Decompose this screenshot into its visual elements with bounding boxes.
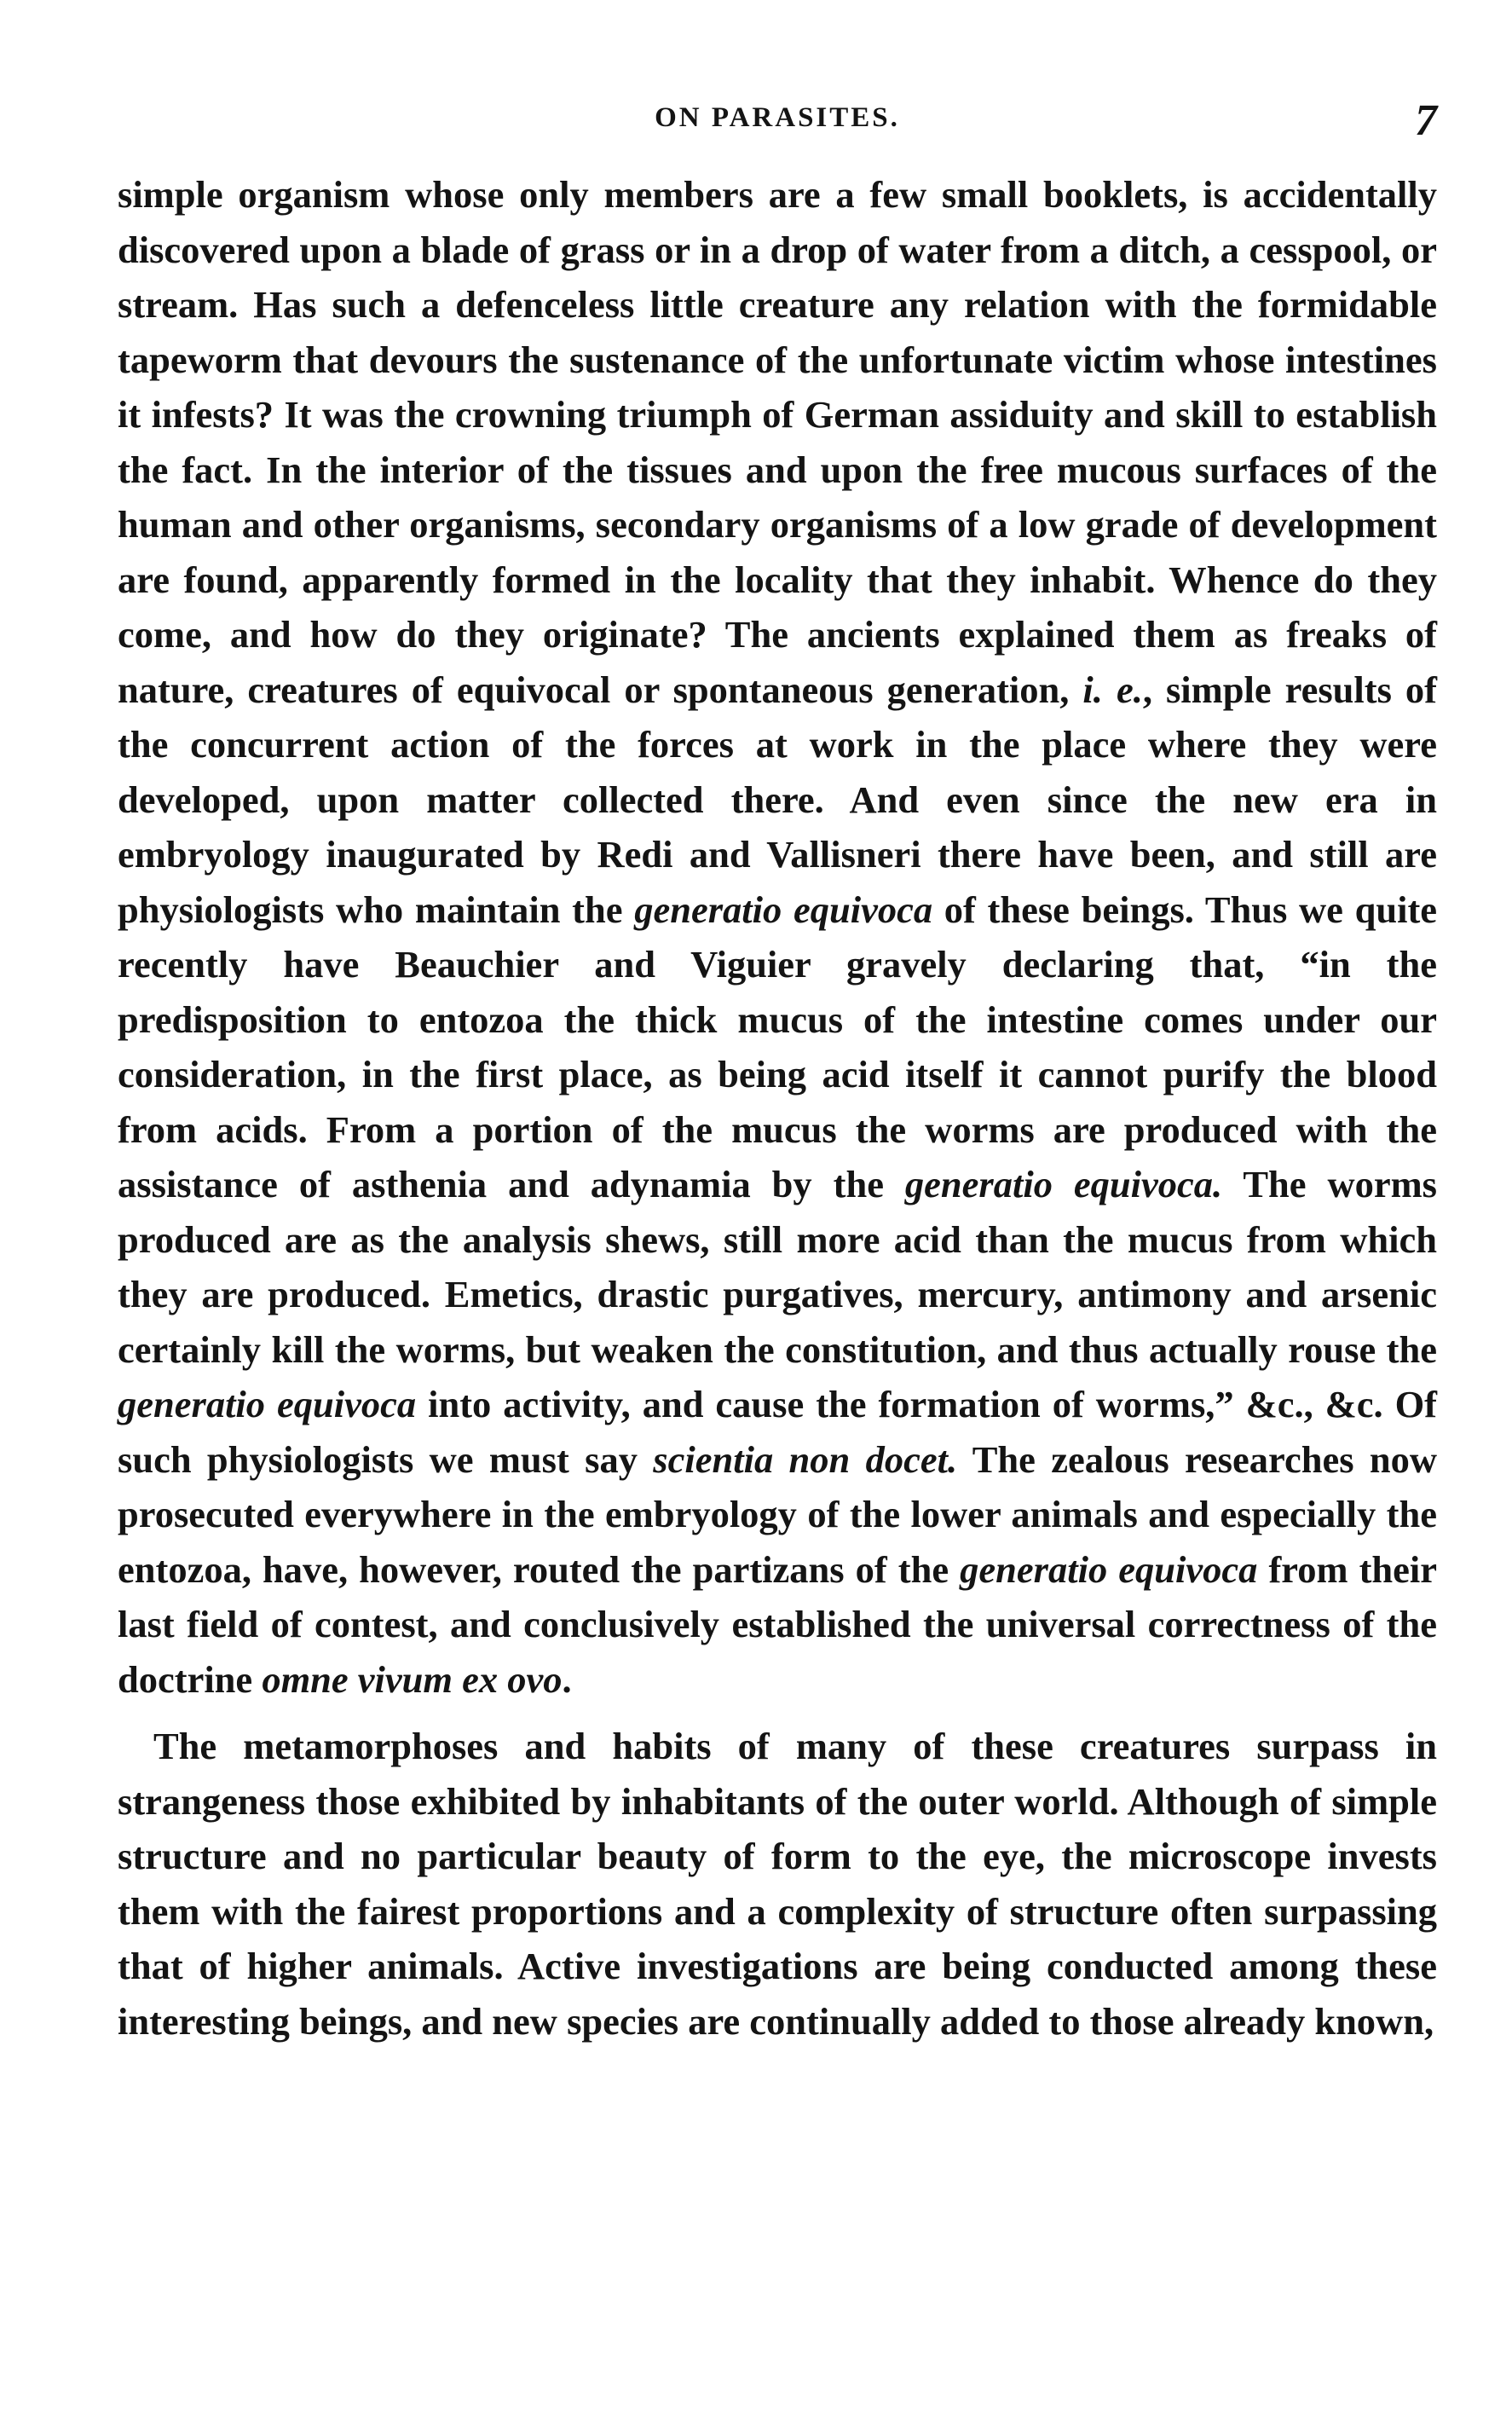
italic-omne-vivum-ex-ovo: omne vivum ex ovo (262, 1657, 563, 1701)
italic-generatio-equivoca: generatio equivoca (634, 887, 933, 931)
italic-generatio-equivoca: generatio equivoca (960, 1547, 1258, 1591)
paragraph-1 (118, 167, 1437, 1707)
italic-ie: i. e. (1082, 668, 1143, 711)
body-text (118, 167, 1437, 2049)
running-head: ON PARASITES. (655, 102, 900, 133)
text-segment: from their last field of contest, and conclusively established the universal correctness of the doctrine (118, 1547, 1438, 1701)
page-number: 7 (1415, 96, 1437, 145)
italic-generatio-equivoca: generatio equivoca. (904, 1163, 1223, 1205)
text-segment: into activity, and cause the formation of worms,” &c., &c. Of such physiologists we must say (118, 1383, 1438, 1481)
text-segment: simple organism whose only members are a few small booklets, is accidentally discovered upon a blade of grass or in a drop of water from a ditch, a cesspool, or stream. Has such a defenceless little creature any relation with the formidable tapeworm that devours the sustenance of the unfortunate victim whose intestines it infests? It was the crowning triumph of German assiduity and skill to establish the fact. In the interior of the tissues and upon the free mucous surfaces of the human and other organisms, secondary organisms of a low grade of development are found, apparently formed in the locality that they inhabit. Whence do they come, and how do they originate? The ancients explained them as freaks of nature, creatures of equivocal or spontaneous generation, (118, 173, 1437, 711)
paragraph-2: The metamorphoses and habits of many of these creatures surpass in strangeness those exhibited by inhabitants of the outer world. Although of simple structure and no particular beauty of form to the eye, the microscope invests them with the fairest proportions and a complexity of structure often surpassing that of higher animals. Active investigations are being conducted among these interesting beings, and new species are continually added to those already known, (118, 1725, 1437, 2043)
text-segment: , simple results of the concurrent action of the forces at work in the place where they were developed, upon matter collected there. And even since the new era in embryology inaugurated by Redi and Vallisneri there have been, and still are physiologists who maintain the (118, 668, 1437, 931)
italic-scientia-non-docet: scientia non docet. (653, 1437, 958, 1481)
italic-generatio-equivoca: generatio equivoca (118, 1383, 417, 1425)
text-segment: The zealous researches now prosecuted everywhere in the embryology of the lower animals and especially the entozoa, have, however, routed the partizans of the (118, 1437, 1437, 1591)
text-segment: The worms produced are as the analysis shews, still more acid than the mucus from which they are produced. Emetics, drastic purgatives, mercury, antimony and arsenic certainly kill the worms, but weaken the constitution, and thus actually rouse the (118, 1163, 1437, 1371)
page-header (118, 95, 1437, 147)
text-segment: . (562, 1657, 572, 1701)
text-segment: of these beings. Thus we quite recently have Beauchier and Viguier gravely declaring that, “in the predisposition to entozoa the thick mucus of the intestine comes under our consideration, in the first place, as being acid itself it cannot purify the blood from acids. From a portion of the mucus the worms are produced with the assistance of asthenia and adynamia by the (118, 887, 1438, 1205)
